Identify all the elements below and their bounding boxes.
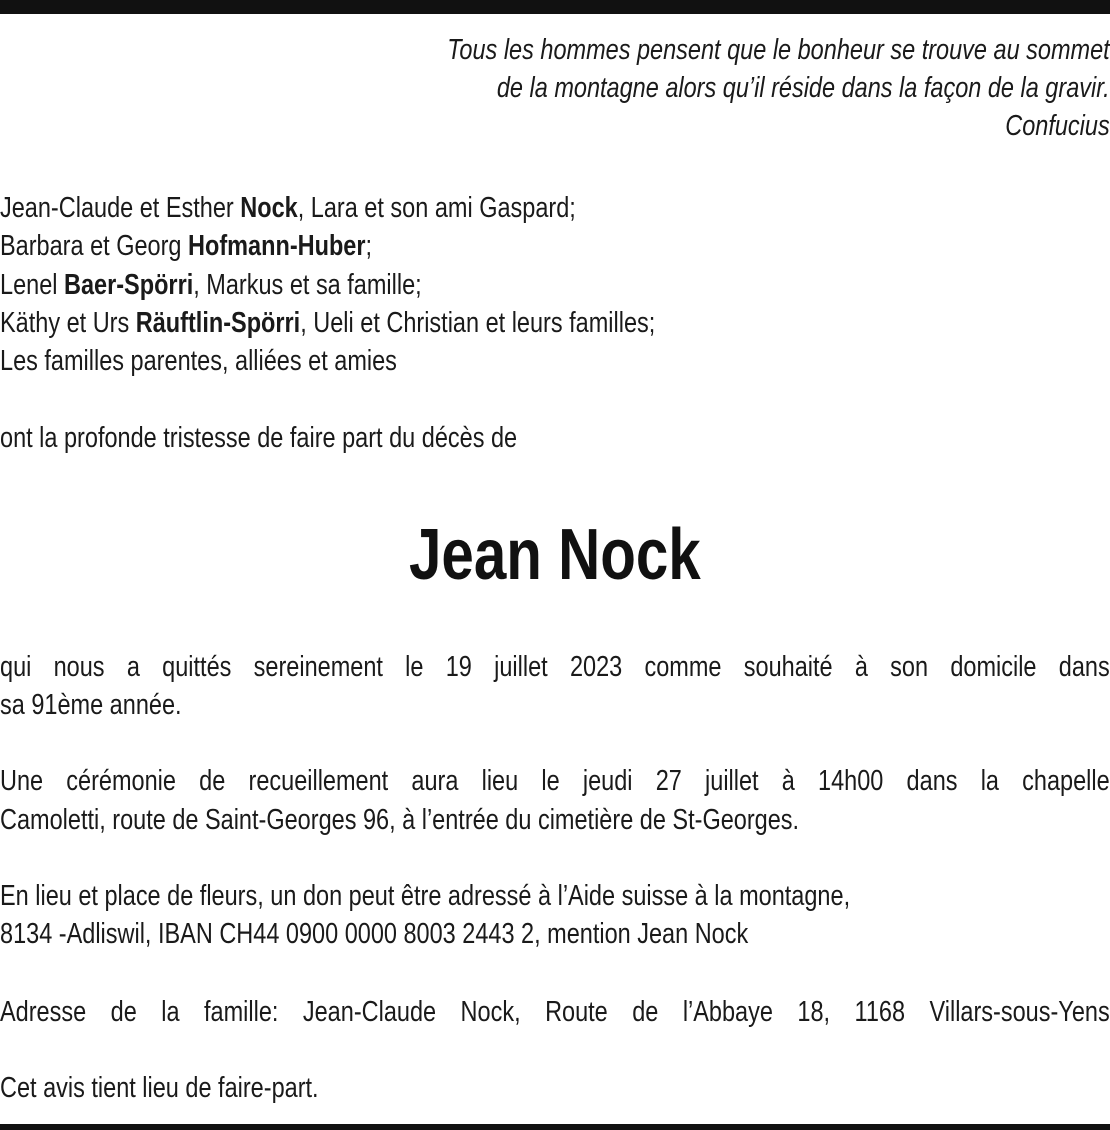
deceased-name: Jean Nock: [408, 515, 701, 595]
surname: Hofmann-Huber: [188, 230, 366, 262]
family-line: [0, 342, 1110, 380]
text: , Ueli et Christian et leurs familles;: [300, 307, 656, 339]
ceremony-line: Camoletti, route de Saint-Georges 96, à l’entrée du cimetière de St-Georges.: [0, 804, 800, 836]
announcement: ont la profonde tristesse de faire part du décès de: [0, 422, 518, 454]
quote-author: Confucius: [1005, 110, 1110, 142]
surname: Baer-Spörri: [64, 269, 194, 301]
surname: Räuftlin-Spörri: [135, 307, 301, 339]
family-line: [0, 304, 1110, 342]
bottom-rule: [0, 1124, 1110, 1130]
death-line: sa 91ème année.: [0, 689, 182, 721]
quote-line: Tous les hommes pensent que le bonheur se trouve au sommet: [447, 34, 1110, 66]
family-line: [0, 189, 1110, 227]
family-address: Adresse de la famille: Jean-Claude Nock, Route de l’Abbaye 18, 1168 Villars-sous-Yens: [0, 996, 1110, 1028]
text: , Lara et son ami Gaspard;: [297, 192, 576, 224]
donation-line: En lieu et place de fleurs, un don peut être adressé à l’Aide suisse à la montagne,: [0, 880, 851, 912]
family-line: [0, 266, 1110, 304]
death-line: qui nous a quittés sereinement le 19 juillet 2023 comme souhaité à son domicile dans: [0, 651, 1110, 683]
text: Jean-Claude et Esther: [0, 192, 241, 224]
text: , Markus et sa famille;: [193, 269, 422, 301]
surname: Nock: [240, 192, 298, 224]
donation-line: 8134 -Adliswil, IBAN CH44 0900 0000 8003 2443 2, mention Jean Nock: [0, 918, 749, 950]
ceremony-line: Une cérémonie de recueillement aura lieu le jeudi 27 juillet à 14h00 dans la chapelle: [0, 765, 1110, 797]
text: Les familles parentes, alliées et amies: [0, 345, 397, 377]
text: Käthy et Urs: [0, 307, 136, 339]
family-line: [0, 227, 1110, 265]
closing-note: Cet avis tient lieu de faire-part.: [0, 1072, 319, 1104]
text: Lenel: [0, 269, 65, 301]
quote-line: de la montagne alors qu’il réside dans la façon de la gravir.: [496, 72, 1110, 104]
text: ;: [365, 230, 373, 262]
text: Barbara et Georg: [0, 230, 189, 262]
